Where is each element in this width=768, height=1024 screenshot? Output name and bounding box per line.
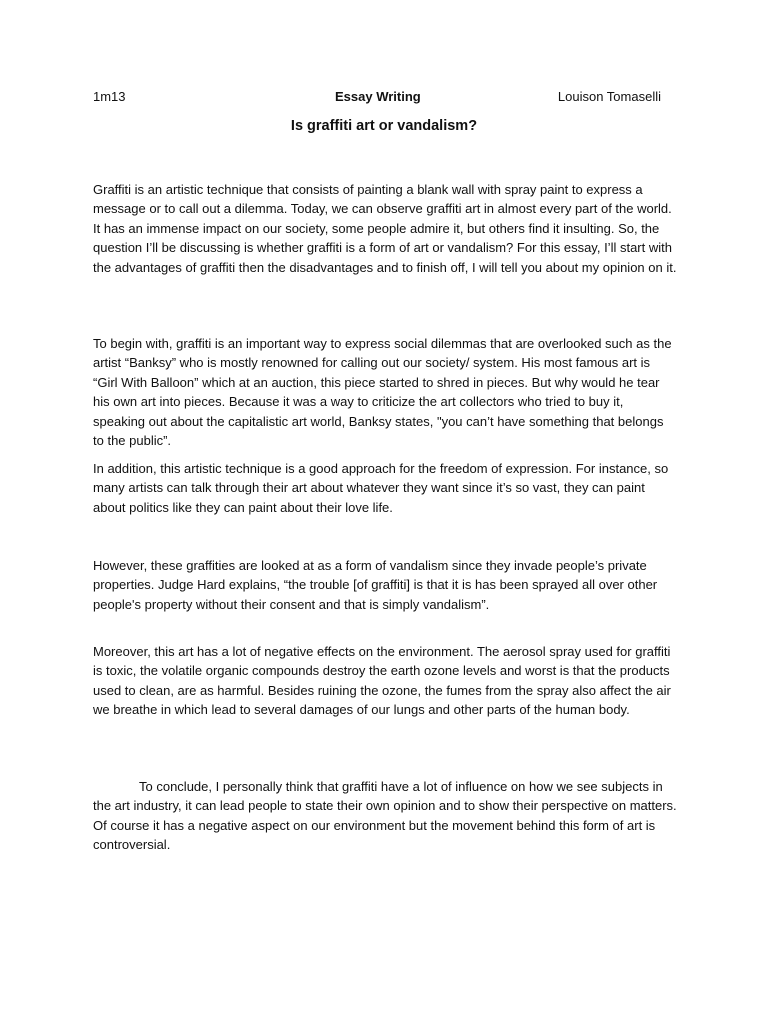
subject-heading: Essay Writing <box>335 89 421 104</box>
essay-title: Is graffiti art or vandalism? <box>290 118 478 134</box>
paragraph-freedom-of-expression: In addition, this artistic technique is a good approach for the freedom of expression. For instance, so many artists can talk through their art about whatever they want since it’s so vast, they can paint about politics like they can paint about their love life. <box>93 461 669 515</box>
paragraph-conclusion: To conclude, I personally think that graffiti have a lot of influence on how we see subjects in the art industry, it can lead people to state their own opinion and to show their perspective on matters. Of course it has a negative aspect on our environment but the movement behind this form of art is controversial. <box>93 779 677 853</box>
paragraph-banksy: To begin with, graffiti is an important way to express social dilemmas that are overlooked such as the artist “Banksy” who is mostly renowned for calling out our society/ system. His most famous art is “Girl With Balloon” which at an auction, this piece started to shred in pieces. But why would he tear his own art into pieces. Because it was a way to criticize the art collectors who tried to buy it, speaking out about the capitalistic art world, Banksy states, "you can’t have something that belongs to the public”. <box>93 336 672 449</box>
paragraph-introduction: Graffiti is an artistic technique that consists of painting a blank wall with spray paint to express a message or to call out a dilemma. Today, we can observe graffiti art in almost every part of the world. It has an immense impact on our society, some people admire it, but others find it insulting. So, the question I’ll be discussing is whether graffiti is a form of art or vandalism? For this essay, I’ll start with the advantages of graffiti then the disadvantages and to finish off, I will tell you about my opinion on it. <box>93 182 677 275</box>
document-header <box>93 89 661 107</box>
paragraph-environment: Moreover, this art has a lot of negative effects on the environment. The aerosol spray used for graffiti is toxic, the volatile organic compounds destroy the earth ozone levels and worst is that the products used to clean, are as harmful. Besides ruining the ozone, the fumes from the spray also affect the air we breathe in which lead to several damages of our lungs and other parts of the human body. <box>93 644 671 718</box>
class-code: 1m13 <box>93 89 126 104</box>
author-name: Louison Tomaselli <box>557 89 661 104</box>
paragraph-vandalism: However, these graffities are looked at as a form of vandalism since they invade people’s private properties. Judge Hard explains, “the trouble [of graffiti] is that it is has been sprayed all over other people's property without their consent and that is simply vandalism”. <box>93 558 658 612</box>
